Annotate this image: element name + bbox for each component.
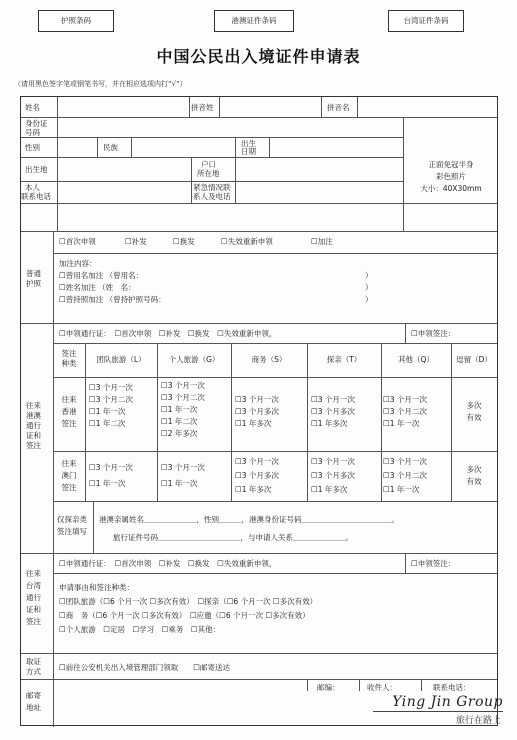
macau-t-opt-2[interactable]: ☐3 个月多次: [311, 471, 355, 480]
hk-g-opt-2[interactable]: ☐3 个月二次: [161, 393, 205, 402]
pickup-label-2: 方式: [26, 667, 41, 676]
hk-l-opt-1[interactable]: ☐3 个月一次: [89, 383, 133, 392]
header-individual-tour: 个人旅游（G）: [168, 355, 220, 364]
endorse-type-header-2: 种类: [61, 359, 77, 368]
macau-g-opt-2[interactable]: ☐1 年一次: [161, 479, 198, 488]
hk-q-opt-1[interactable]: ☐3 个月一次: [383, 395, 427, 404]
hkmacau-label-1: 往来: [26, 401, 41, 410]
hkmacau-label-2: 港澳: [26, 411, 41, 420]
name-input[interactable]: [61, 99, 187, 115]
hk-s-opt-1[interactable]: ☐3 个月一次: [235, 395, 279, 404]
name-label: 姓名: [25, 103, 40, 112]
hk-l-opt-2[interactable]: ☐3 个月二次: [89, 395, 133, 404]
photo-area: [403, 150, 499, 222]
brand-logo: [353, 694, 503, 728]
mailing-label-1: 邮寄: [26, 691, 41, 700]
macau-l-opt-1[interactable]: ☐3 个月一次: [89, 463, 133, 472]
gender-label: 性别: [25, 143, 40, 152]
hk-d-opt-1[interactable]: 多次: [466, 401, 482, 410]
gender-input[interactable]: [61, 139, 95, 155]
taiwan-reason-title: 申请事由和签注种类：: [59, 583, 134, 592]
macau-t-opt-3[interactable]: ☐1 年多次: [311, 485, 348, 494]
brand-logo-text: Ying Jin Group: [392, 694, 503, 710]
postcode-label: 邮编：: [317, 683, 340, 692]
hk-g-opt-4[interactable]: ☐1 年二次: [161, 417, 198, 426]
household-label-1: 户口: [201, 160, 216, 169]
macau-l-opt-2[interactable]: ☐1 年一次: [89, 479, 126, 488]
passport-option-invalid[interactable]: ☐失效重新申领: [221, 237, 273, 246]
birth-date-label-2: 日期: [241, 147, 256, 156]
hk-t-opt-2[interactable]: ☐3 个月多次: [311, 407, 355, 416]
hkmacau-apply-endorse[interactable]: ☐申领签注：: [411, 329, 456, 338]
birth-date-label-1: 出生: [241, 139, 256, 148]
taiwan-apply-endorse[interactable]: ☐申领签注：: [411, 559, 456, 568]
macau-label-3: 签注: [61, 483, 77, 492]
id-number-label-2: 号码: [25, 128, 40, 137]
hkmacau-apply-permit[interactable]: ☐申领通行证： ☐首次申领 ☐补发 ☐换发 ☐失效重新申领，: [59, 329, 277, 338]
mailing-label-2: 地址: [26, 703, 41, 712]
macau-d-opt-1[interactable]: 多次: [466, 465, 482, 474]
taiwan-label-2: 台湾: [26, 581, 41, 590]
hk-s-opt-2[interactable]: ☐3 个月多次: [235, 407, 279, 416]
pickup-options[interactable]: ☐前往公安机关出入境管理部门领取 ☐邮寄送达: [59, 663, 230, 672]
family-only-label-1: 仅探亲类: [57, 515, 87, 524]
birthplace-input[interactable]: [61, 159, 189, 179]
form-instruction: （请用黑色签字笔或钢笔书写，并在相应选项内打“√”）: [14, 80, 187, 88]
phone-label-2: 联系电话: [21, 192, 51, 201]
pinyin-given-label: 拼音名: [327, 103, 350, 112]
form-title: 中国公民出入境证件申请表: [156, 47, 361, 66]
passport-option-endorse[interactable]: ☐加注: [311, 237, 333, 246]
endorse-former-passport[interactable]: ☐曾持照加注 （曾持护照号码：: [59, 295, 166, 304]
family-only-label-2: 签注填写: [57, 527, 87, 536]
macau-q-opt-3[interactable]: ☐1 年一次: [383, 485, 420, 494]
header-stay: 逗留（D）: [456, 355, 492, 364]
emergency-label-1: 紧急情况联: [193, 183, 231, 192]
recipient-label: 收件人：: [367, 683, 397, 692]
phone-input[interactable]: [61, 183, 189, 201]
header-family-visit: 探亲（T）: [326, 355, 362, 364]
passport-option-first[interactable]: ☐首次申领: [59, 237, 96, 246]
hkmacau-label-5: 签注: [26, 441, 41, 450]
family-relative-line-1[interactable]: 港澳亲属姓名＿＿＿＿＿＿＿，性别＿＿＿，港澳身份证号码＿＿＿＿＿＿＿＿＿＿＿＿。: [99, 515, 399, 524]
hk-g-opt-5[interactable]: ☐2 年多次: [161, 429, 198, 438]
hk-g-opt-1[interactable]: ☐3 个月一次: [161, 381, 205, 390]
taiwan-label-3: 通行: [26, 593, 41, 602]
mailing-address-input[interactable]: [59, 695, 303, 723]
pinyin-given-input[interactable]: [361, 99, 495, 115]
pickup-label-1: 取证: [26, 657, 41, 666]
hk-l-opt-3[interactable]: ☐1 年一次: [89, 407, 126, 416]
taiwan-label-5: 签注: [26, 617, 41, 626]
hk-label-2: 香港: [61, 407, 77, 416]
passport-option-reissue[interactable]: ☐补发: [125, 237, 147, 246]
pinyin-surname-label: 拼音姓: [191, 103, 214, 112]
endorse-close-2: ）: [365, 283, 373, 292]
taiwan-reason-row-3[interactable]: ☐个人旅游 ☐定居 ☐学习 ☐乘务 ☐其他：: [59, 625, 221, 634]
hk-q-opt-2[interactable]: ☐3 个月二次: [383, 407, 427, 416]
contact-phone-label: 联系电话：: [433, 683, 471, 692]
ethnicity-input[interactable]: [135, 139, 233, 155]
household-label-2: 所在地: [197, 169, 220, 178]
birth-date-input[interactable]: [273, 139, 401, 155]
macau-s-opt-3[interactable]: ☐1 年多次: [235, 485, 272, 494]
ethnicity-label: 民族: [103, 143, 118, 152]
hk-label-3: 签注: [61, 419, 77, 428]
macau-d-opt-2: 有效: [466, 477, 482, 486]
hk-label-1: 往来: [61, 395, 77, 404]
hkmacau-label-4: 证和: [26, 431, 41, 440]
header-business: 商务（S）: [251, 355, 287, 364]
photo-line-2: 彩色照片: [436, 172, 466, 181]
birthplace-label: 出生地: [25, 165, 48, 174]
passport-label-2: 护照: [26, 279, 41, 288]
endorse-content-title: 加注内容：: [59, 259, 97, 268]
hk-s-opt-3[interactable]: ☐1 年多次: [235, 419, 272, 428]
hk-g-opt-3[interactable]: ☐1 年一次: [161, 405, 198, 414]
endorse-name[interactable]: ☐姓名加注 （姓 名：: [59, 283, 136, 292]
photo-line-1: 正面免冠半身: [428, 160, 474, 169]
macau-q-opt-2[interactable]: ☐3 个月二次: [383, 471, 427, 480]
macau-s-opt-2[interactable]: ☐3 个月多次: [235, 471, 279, 480]
macau-g-opt-1[interactable]: ☐3 个月一次: [161, 463, 205, 472]
brand-logo-sub: 旅行在路上: [455, 716, 501, 726]
macau-t-opt-1[interactable]: ☐3 个月一次: [311, 457, 355, 466]
macau-label-1: 往来: [61, 459, 77, 468]
id-number-input[interactable]: [61, 119, 401, 135]
taiwan-barcode-box: 台湾证件条码: [388, 10, 464, 32]
emergency-input[interactable]: [239, 183, 401, 201]
pinyin-surname-input[interactable]: [223, 99, 319, 115]
endorse-type-header-1: 签注: [61, 349, 77, 358]
hk-q-opt-3[interactable]: ☐1 年一次: [383, 419, 420, 428]
taiwan-label-1: 往来: [26, 569, 41, 578]
phone-label-1: 本人: [25, 183, 40, 192]
taiwan-label-4: 证和: [26, 605, 41, 614]
hk-t-opt-3[interactable]: ☐1 年多次: [311, 419, 348, 428]
id-number-label-1: 身份证: [25, 119, 48, 128]
household-input[interactable]: [239, 159, 401, 179]
macau-s-opt-1[interactable]: ☐3 个月一次: [235, 457, 279, 466]
hk-t-opt-1[interactable]: ☐3 个月一次: [311, 395, 355, 404]
passport-option-renew[interactable]: ☐换发: [173, 237, 195, 246]
macau-q-opt-1[interactable]: ☐3 个月一次: [383, 457, 427, 466]
macau-label-2: 澳门: [61, 471, 77, 480]
hkmacau-label-3: 通行: [26, 421, 41, 430]
photo-line-3: 大小：40X30mm: [420, 184, 482, 193]
header-other: 其他（Q）: [398, 355, 434, 364]
taiwan-apply-permit[interactable]: ☐申领通行证： ☐首次申领 ☐补发 ☐换发 ☐失效重新申领，: [59, 559, 277, 568]
endorse-close-1: ）: [365, 271, 373, 280]
hk-d-opt-2: 有效: [466, 413, 482, 422]
hkmacau-barcode-box: 港澳证件条码: [214, 10, 294, 32]
header-group-tour: 团队旅游（L）: [96, 355, 146, 364]
endorse-close-3: ）: [365, 295, 373, 304]
emergency-label-2: 系人及电话: [193, 192, 231, 201]
taiwan-reason-row-1[interactable]: ☐团队旅游（☐6 个月一次 ☐多次有效） ☐探亲（☐6 个月一次 ☐多次有效）: [59, 597, 318, 606]
endorse-former-name[interactable]: ☐曾用名加注 （曾用名：: [59, 271, 144, 280]
hk-l-opt-4[interactable]: ☐1 年二次: [89, 419, 126, 428]
passport-label-1: 普通: [26, 269, 41, 278]
taiwan-reason-row-2[interactable]: ☐商 务（☐6 个月一次 ☐多次有效） ☐应邀（☐6 个月一次 ☐多次有效）: [59, 611, 310, 620]
passport-barcode-box: 护照条码: [38, 10, 114, 32]
family-relative-line-2[interactable]: 旅行证件号码＿＿＿＿＿＿＿＿＿＿＿，与申请人关系＿＿＿＿＿＿＿。: [113, 533, 353, 542]
form-grid: [20, 96, 498, 726]
